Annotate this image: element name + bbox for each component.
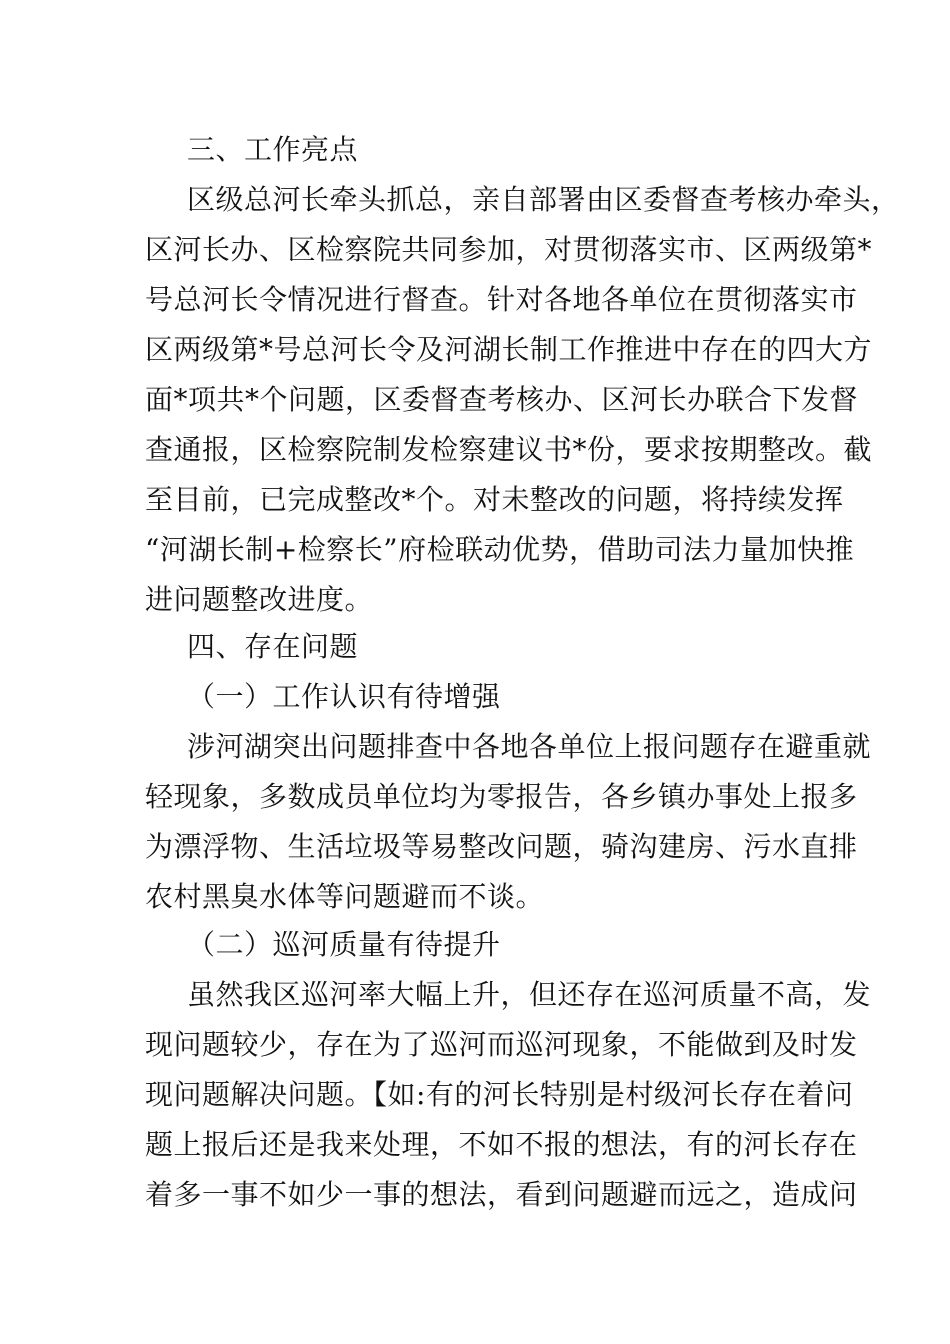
paragraph-line: 号总河长令情况进行督查。针对各地各单位在贯彻落实市 (145, 283, 858, 316)
section-heading-highlights: 三、工作亮点 (187, 133, 359, 166)
paragraph-line: 现问题较少，存在为了巡河而巡河现象，不能做到及时发 (145, 1028, 858, 1061)
paragraph-line: 涉河湖突出问题排查中各地各单位上报问题存在避重就 (187, 730, 872, 763)
subsection-heading-patrol-quality: （二）巡河质量有待提升 (187, 928, 501, 961)
paragraph-line: “河湖长制+检察长”府检联动优势，借助司法力量加快推 (145, 533, 855, 566)
paragraph-line: 查通报，区检察院制发检察建议书*份，要求按期整改。截 (145, 433, 873, 466)
paragraph-line: 进问题整改进度。 (145, 583, 374, 616)
paragraph-line: 题上报后还是我来处理，不如不报的想法，有的河长存在 (145, 1128, 858, 1161)
paragraph-line: 区两级第*号总河长令及河湖长制工作推进中存在的四大方 (145, 333, 873, 366)
paragraph-line: 虽然我区巡河率大幅上升，但还存在巡河质量不高，发 (187, 978, 872, 1011)
paragraph-line: 现问题解决问题。【如:有的河长特别是村级河长存在着问 (145, 1078, 854, 1111)
subsection-heading-awareness: （一）工作认识有待增强 (187, 680, 501, 713)
paragraph-line: 面*项共*个问题，区委督查考核办、区河长办联合下发督 (145, 383, 859, 416)
paragraph-line: 农村黑臭水体等问题避而不谈。 (145, 880, 545, 913)
paragraph-line: 着多一事不如少一事的想法，看到问题避而远之，造成问 (145, 1178, 858, 1211)
paragraph-line: 轻现象，多数成员单位均为零报告，各乡镇办事处上报多 (145, 780, 858, 813)
paragraph-line: 区河长办、区检察院共同参加，对贯彻落实市、区两级第* (145, 233, 873, 266)
paragraph-line: 区级总河长牵头抓总，亲自部署由区委督查考核办牵头， (187, 183, 900, 216)
paragraph-line: 为漂浮物、生活垃圾等易整改问题，骑沟建房、污水直排 (145, 830, 858, 863)
section-heading-problems: 四、存在问题 (187, 630, 359, 663)
paragraph-line: 至目前，已完成整改*个。对未整改的问题，将持续发挥 (145, 483, 844, 516)
